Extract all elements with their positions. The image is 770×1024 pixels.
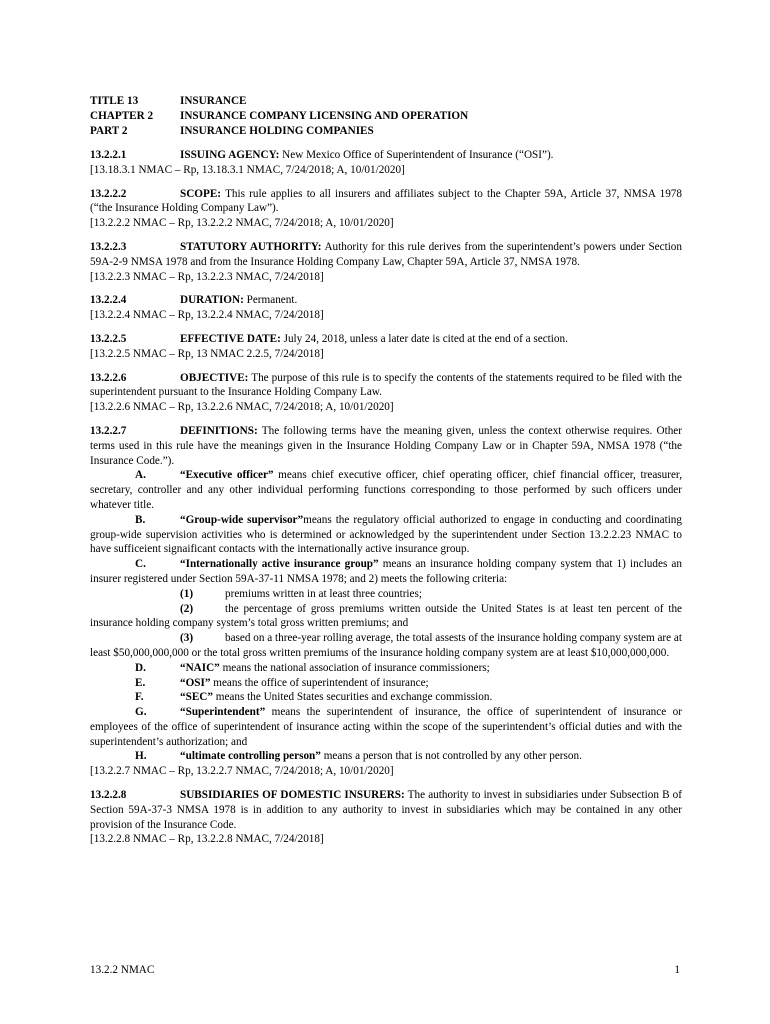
definition-naic [90,661,682,676]
definition-text: means the regulatory official authorized to engage in conducting and coordinating group-wide supervision activities who is determined or acknowledged by the superintendent under Section 13.2.2.23 NMAC to have sufficeient signaificant contacts with the internationally active insurance group. [90,513,682,556]
definition-term: “OSI” [180,676,211,689]
definition-letter: D. [135,661,146,674]
criterion-text: premiums written in at least three countries; [225,587,422,600]
section-text: July 24, 2018, unless a later date is cited at the end of a section. [283,332,568,345]
criterion-number: (3) [180,632,194,645]
section-text: Authority for this rule derives from the superintendent’s powers under Section 59A-2-9 NMSA 1978 and from the Insurance Holding Company Law, Chapter 59A, Article 37, NMSA 1978. [90,240,682,268]
header-label: PART 2 [90,125,128,137]
definition-term: “ultimate controlling person” [180,750,321,763]
criterion-text: based on a three-year rolling average, the total assests of the insurance holding company system are at least $50,000,000,000 or the total gross written premiums of the insurance holding company system are at least $10,000,000,000. [90,632,682,659]
section-title: STATUTORY AUTHORITY: [180,240,322,253]
footer-rule-id: 13.2.2 NMAC [90,964,155,976]
section-statutory-authority [90,240,682,284]
rule-header [90,94,682,139]
definition-ultimate-controlling-person [90,749,682,764]
section-title: ISSUING AGENCY: [180,149,280,161]
section-body [90,187,682,217]
section-subsidiaries [90,788,682,847]
criterion-1 [90,587,682,602]
header-value: INSURANCE COMPANY LICENSING AND OPERATION [180,110,469,122]
criterion-text: the percentage of gross premiums written outside the United States is at least ten percent of the insurance holding company system’s total gross written premiums; and [90,602,682,630]
section-body [90,332,682,347]
section-number: 13.2.2.8 [90,789,127,802]
definition-text: means an insurance holding company system that 1) includes an insurer registered under Section 59A-37-11 NMSA 1978; and 2) meets the following criteria: [90,558,682,585]
definition-letter: A. [135,469,146,482]
definition-term: “Executive officer” [180,469,274,482]
section-definitions [90,424,682,779]
section-text: The authority to invest in subsidiaries under Subsection B of Section 59A-37-3 NMSA 1978 is in addition to any authority to invest in subsidiaries which may be contained in any other provision of the Insurance Code. [90,789,682,831]
definition-letter: E. [135,676,146,689]
definition-sec [90,690,682,705]
definition-letter: F. [135,691,144,704]
section-title: EFFECTIVE DATE: [180,332,281,345]
section-effective-date [90,332,682,362]
definition-letter: C. [135,558,146,571]
definition-internationally-active-group [90,557,682,587]
section-history: [13.18.3.1 NMAC – Rp, 13.18.3.1 NMAC, 7/24/2018; A, 10/01/2020] [90,163,405,176]
definition-term: “Superintendent” [180,706,266,719]
section-text: The following terms have the meaning given, unless the context otherwise requires. Other terms used in this rule have the meanings given in the Insurance Holding Company Law or in Chapter 59A, NMSA 1978 (“the Insurance Code.”). [90,424,682,467]
header-row-part [90,124,682,139]
section-issuing-agency [90,148,682,178]
header-row-title [90,94,682,109]
definition-term: “Group-wide supervisor” [180,513,304,526]
section-number: 13.2.2.4 [90,294,127,307]
section-title: DURATION: [180,294,244,307]
section-duration [90,293,682,323]
criterion-number: (1) [180,587,194,600]
section-body [90,788,682,832]
section-history: [13.2.2.6 NMAC – Rp, 13.2.2.6 NMAC, 7/24/2018; A, 10/01/2020] [90,401,394,414]
section-number: 13.2.2.7 [90,424,127,437]
definition-letter: H. [135,750,147,763]
definition-text: means the national association of insurance commissioners; [219,661,490,674]
definition-letter: G. [135,706,147,719]
section-history: [13.2.2.2 NMAC – Rp, 13.2.2.2 NMAC, 7/24/2018; A, 10/01/2020] [90,217,394,230]
section-body [90,148,682,163]
section-text: The purpose of this rule is to specify the contents of the statements required to be filed with the superintendent pursuant to the Insurance Holding Company Law. [90,371,682,399]
definition-term: “NAIC” [180,661,220,674]
section-number: 13.2.2.1 [90,149,127,161]
section-history: [13.2.2.4 NMAC – Rp, 13.2.2.4 NMAC, 7/24/2018] [90,309,324,322]
criterion-3 [90,631,682,661]
section-number: 13.2.2.2 [90,187,127,200]
definition-executive-officer [90,468,682,512]
section-text: Permanent. [246,294,298,307]
section-body [90,371,682,401]
section-text: New Mexico Office of Superintendent of Insurance (“OSI”). [282,149,554,161]
section-number: 13.2.2.3 [90,240,127,253]
section-history: [13.2.2.5 NMAC – Rp, 13 NMAC 2.2.5, 7/24/2018] [90,347,324,360]
header-label: TITLE 13 [90,95,139,107]
section-title: DEFINITIONS: [180,424,258,437]
section-title: SCOPE: [180,187,222,200]
section-body [90,240,682,270]
definition-osi [90,676,682,691]
section-title: OBJECTIVE: [180,371,249,384]
criterion-number: (2) [180,602,194,615]
section-title: SUBSIDIARIES OF DOMESTIC INSURERS: [180,789,405,802]
definition-term: “Internationally active insurance group” [180,558,379,571]
page-content [90,94,682,856]
criterion-2 [90,602,682,632]
section-text: This rule applies to all insurers and affiliates subject to the Chapter 59A, Article 37, NMSA 1978 (“the Insurance Holding Company Law”). [90,187,682,215]
section-body [90,293,682,308]
section-history: [13.2.2.7 NMAC – Rp, 13.2.2.7 NMAC, 7/24/2018; A, 10/01/2020] [90,765,394,778]
section-scope [90,187,682,231]
header-value: INSURANCE HOLDING COMPANIES [180,125,374,137]
page-number: 1 [674,964,680,976]
section-history: [13.2.2.3 NMAC – Rp, 13.2.2.3 NMAC, 7/24/2018] [90,270,324,283]
definition-superintendent [90,705,682,749]
definition-text: means chief executive officer, chief operating officer, chief financial officer, treasurer, secretary, controller and any other individual performing functions corresponding to those performed by such officers under whatever title. [90,469,682,511]
section-number: 13.2.2.6 [90,371,127,384]
definition-text: means the office of superintendent of insurance; [210,676,429,689]
section-number: 13.2.2.5 [90,332,127,345]
section-body [90,424,682,468]
definition-term: “SEC” [180,691,213,704]
header-label: CHAPTER 2 [90,110,154,122]
section-history: [13.2.2.8 NMAC – Rp, 13.2.2.8 NMAC, 7/24/2018] [90,833,324,846]
definition-letter: B. [135,513,146,526]
header-value: INSURANCE [180,95,247,107]
section-objective [90,371,682,415]
definition-text: means the superintendent of insurance, the office of superintendent of insurance or employees of the office of superintendent of insurance acting within the scope of the superintendent’s official duties and with the superintendent’s authorization; and [90,706,682,748]
definition-group-wide-supervisor [90,513,682,557]
header-row-chapter [90,109,682,124]
definition-text: means the United States securities and exchange commission. [212,691,493,704]
definition-text: means a person that is not controlled by any other person. [320,750,582,763]
